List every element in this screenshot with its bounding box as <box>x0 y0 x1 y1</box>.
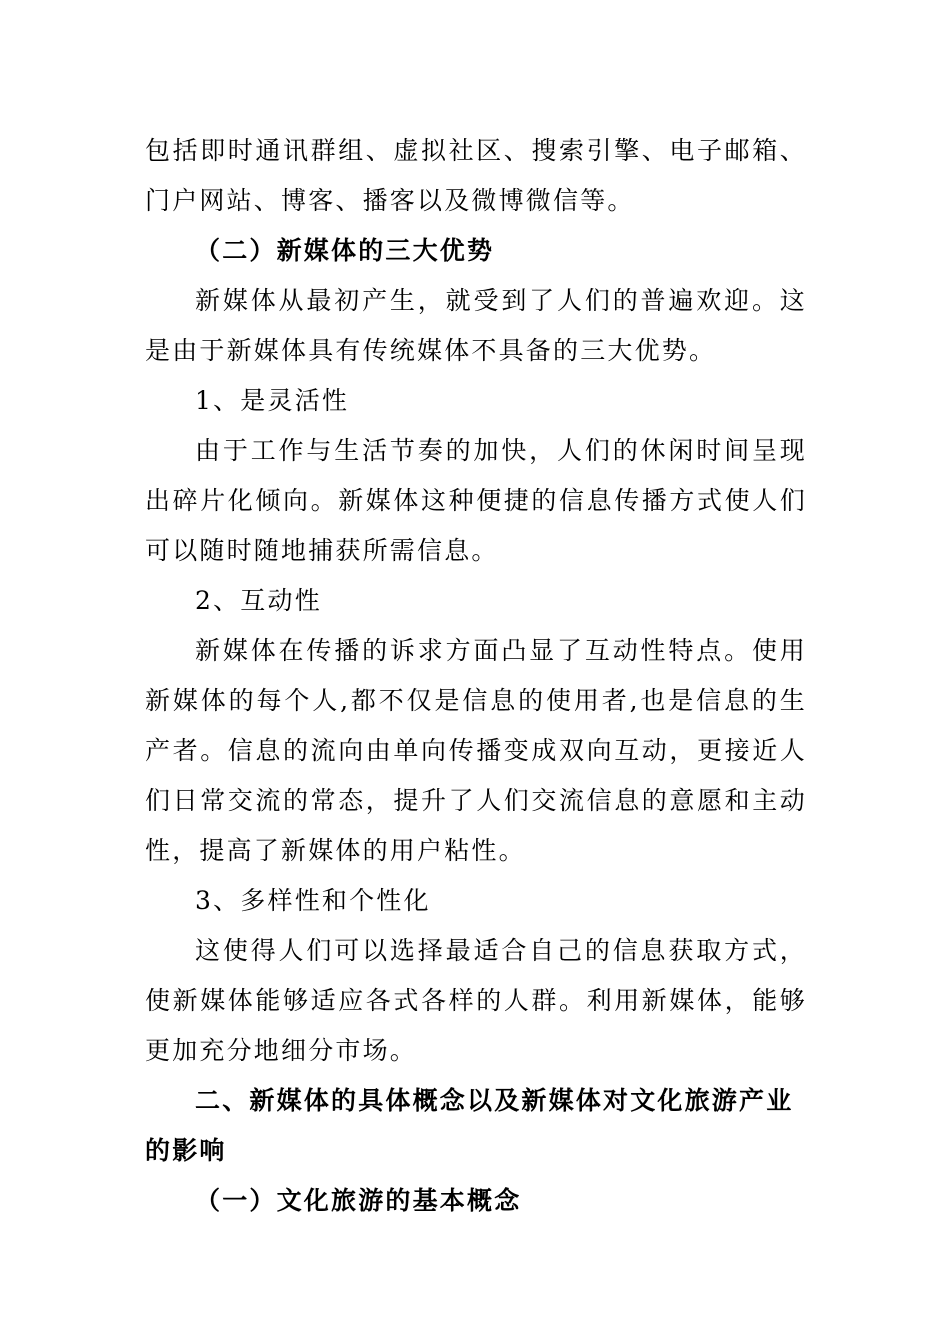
item-1-body: 由于工作与生活节奏的加快，人们的休闲时间呈现出碎片化倾向。新媒体这种便捷的信息传播方式使人们可以随时随地捕获所需信息。 <box>145 436 807 565</box>
heading-advantages: （二）新媒体的三大优势 <box>195 236 495 265</box>
item-3-body: 这使得人们可以选择最适合自己的信息获取方式，使新媒体能够适应各式各样的人群。利用新媒体，能够更加充分地细分市场。 <box>145 936 807 1065</box>
document-page <box>145 126 807 1226</box>
item-1-title: 1、是灵活性 <box>195 386 350 415</box>
heading-culture-tourism: （一）文化旅游的基本概念 <box>195 1186 522 1215</box>
heading-section-2: 二、新媒体的具体概念以及新媒体对文化旅游产业的影响 <box>145 1086 794 1165</box>
item-2-title: 2、互动性 <box>195 586 322 615</box>
item-3-title: 3、多样性和个性化 <box>195 886 431 915</box>
item-2-body: 新媒体在传播的诉求方面凸显了互动性特点。使用新媒体的每个人,都不仅是信息的使用者,也是信息的生产者。信息的流向由单向传播变成双向互动，更接近人们日常交流的常态，提升了人们交流信息的意愿和主动性，提高了新媒体的用户粘性。 <box>145 636 807 865</box>
paragraph-intro: 新媒体从最初产生，就受到了人们的普遍欢迎。这是由于新媒体具有传统媒体不具备的三大优势。 <box>145 286 807 365</box>
paragraph-continuation: 包括即时通讯群组、虚拟社区、搜索引擎、电子邮箱、门户网站、博客、播客以及微博微信等。 <box>145 136 807 215</box>
